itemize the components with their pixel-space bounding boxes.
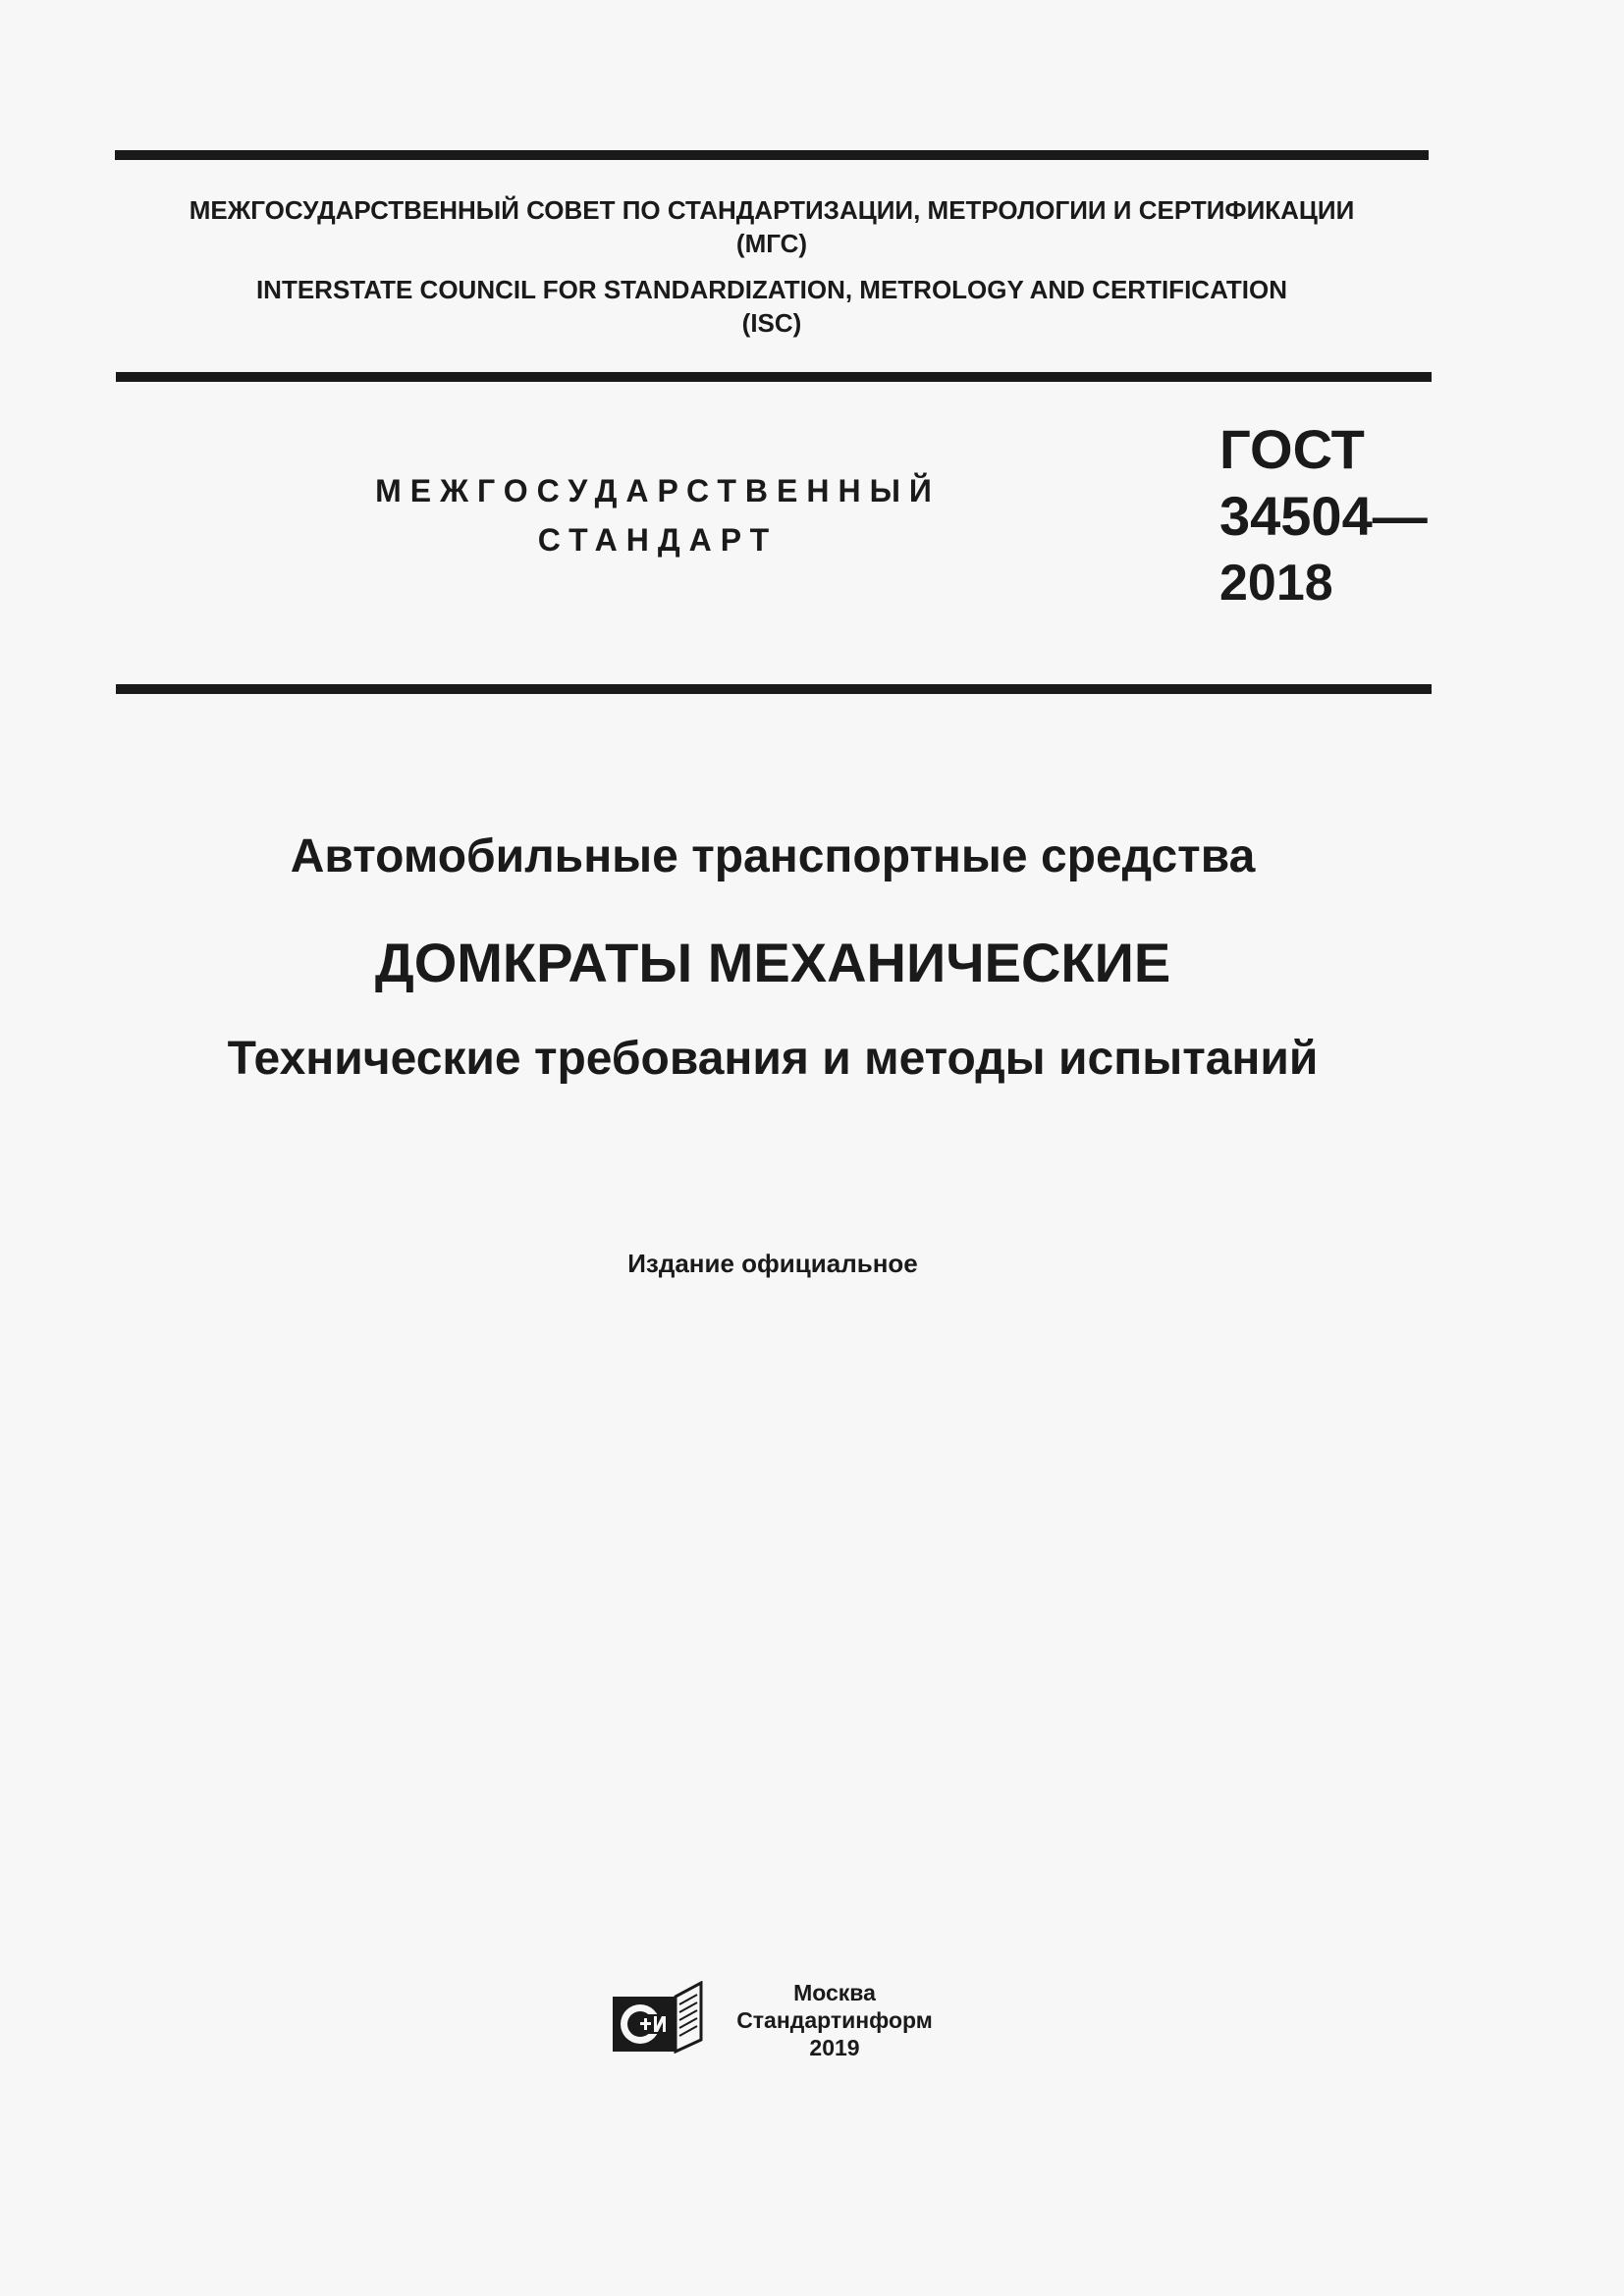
document-title-main: ДОМКРАТЫ МЕХАНИЧЕСКИЕ bbox=[374, 932, 1171, 993]
council-abbr-ru: (МГС) bbox=[735, 229, 808, 258]
document-title-subject: Автомобильные транспортные средства bbox=[290, 830, 1256, 882]
council-abbr-en: (ISC) bbox=[741, 308, 802, 338]
bottom-rule bbox=[116, 684, 1432, 694]
middle-rule bbox=[116, 372, 1432, 382]
gost-number: 34504— bbox=[1219, 485, 1428, 547]
gost-year: 2018 bbox=[1219, 555, 1333, 612]
council-name-ru: МЕЖГОСУДАРСТВЕННЫЙ СОВЕТ ПО СТАНДАРТИЗАЦИИ, МЕТРОЛОГИИ И СЕРТИФИКАЦИИ bbox=[189, 195, 1355, 225]
document-title-scope: Технические требования и методы испытаний bbox=[227, 1033, 1319, 1085]
standartinform-logo-icon bbox=[611, 1981, 703, 2054]
gost-label: ГОСТ bbox=[1219, 418, 1365, 480]
standard-type-line1: МЕЖГОСУДАРСТВЕННЫЙ bbox=[375, 473, 941, 508]
publisher-year: 2019 bbox=[809, 2035, 860, 2060]
council-name-en: INTERSTATE COUNCIL FOR STANDARDIZATION, METROLOGY AND CERTIFICATION bbox=[255, 275, 1288, 304]
publisher-city: Москва bbox=[793, 1980, 876, 2005]
standard-type-line2: СТАНДАРТ bbox=[537, 522, 779, 558]
top-rule bbox=[115, 150, 1429, 160]
edition-label: Издание официальное bbox=[627, 1249, 918, 1278]
publisher-name: Стандартинформ bbox=[736, 2007, 933, 2033]
